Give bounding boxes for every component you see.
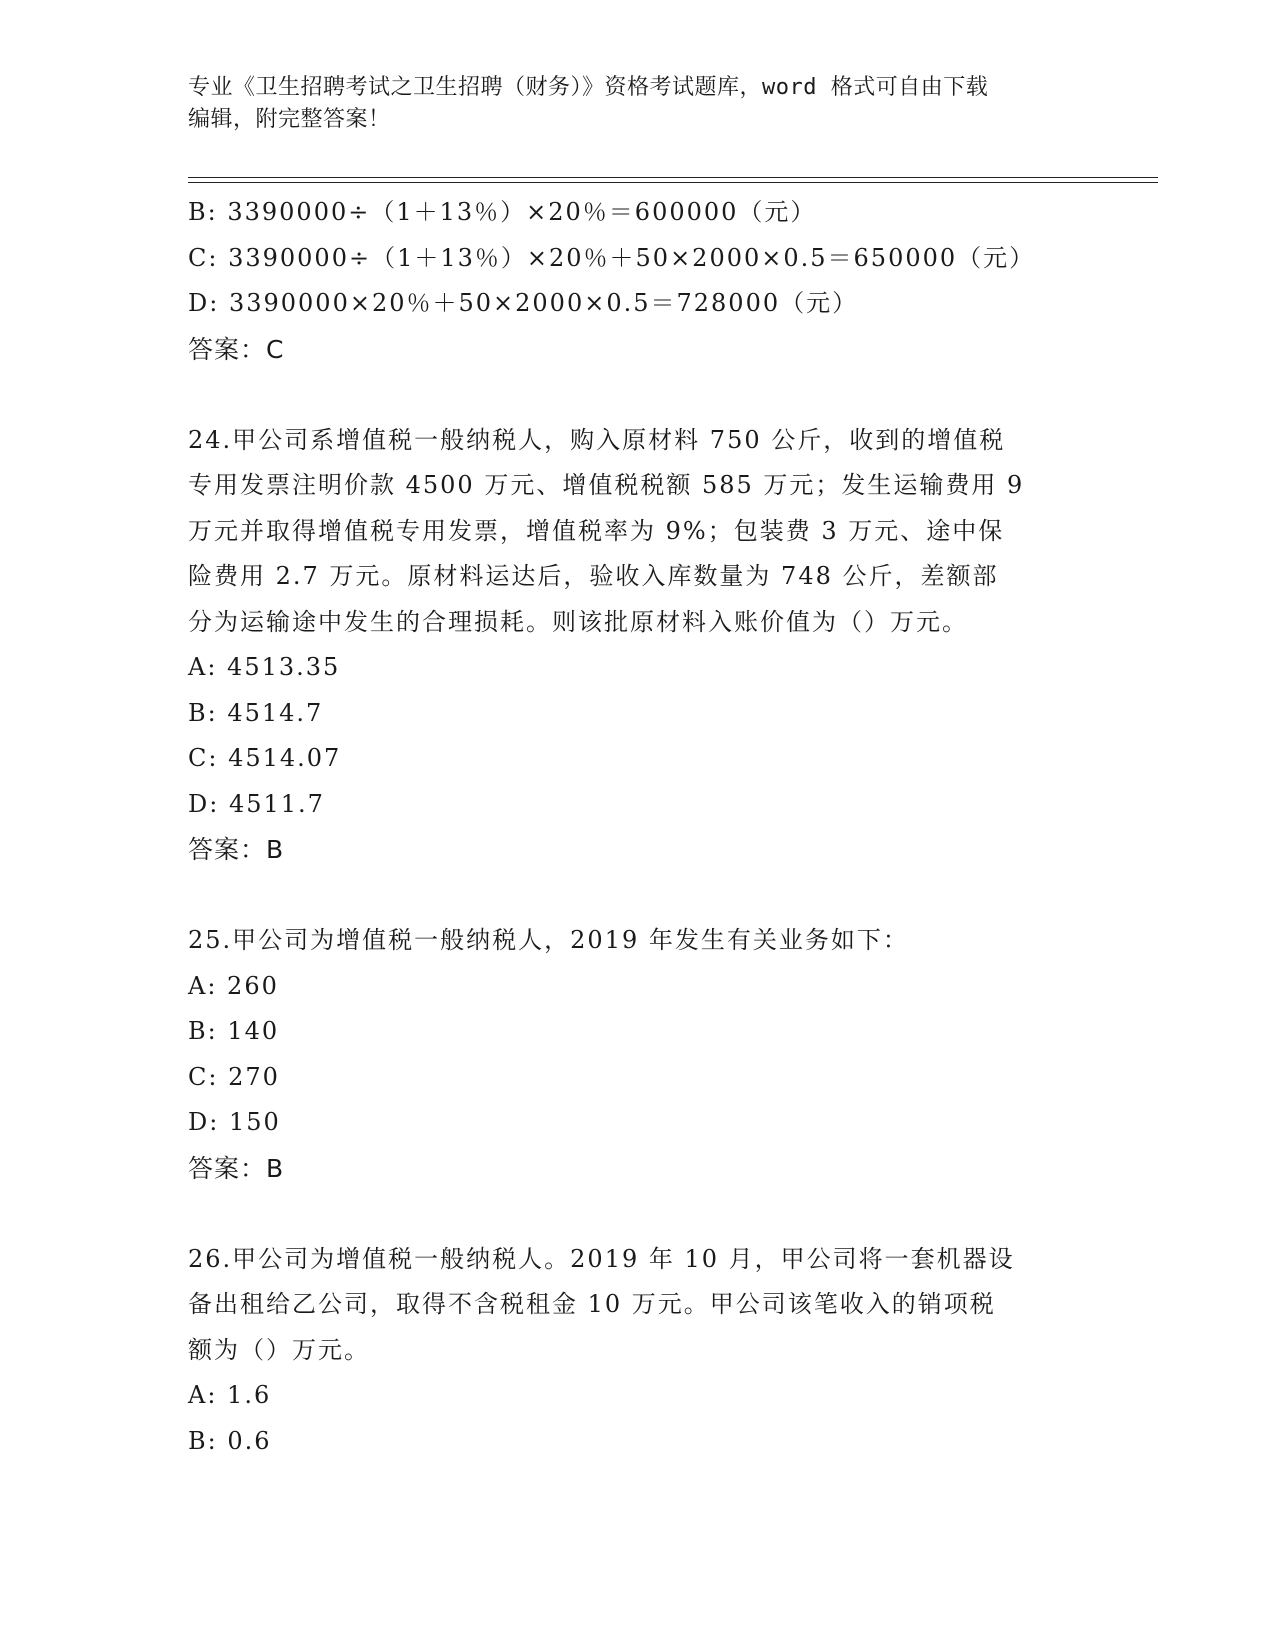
answer-label: 答案：B (188, 1153, 285, 1183)
question-text-line: 备出租给乙公司，取得不含税租金 10 万元。甲公司该笔收入的销项税 (188, 1290, 996, 1318)
question-text-line: 额为（）万元。 (188, 1335, 370, 1364)
option-c: C: 270 (188, 1062, 280, 1091)
spacer (188, 372, 1088, 418)
option-c: C: 4514.07 (188, 744, 342, 772)
option-d: D: 4511.7 (188, 789, 325, 818)
option-a: A: 260 (188, 971, 279, 1000)
question-text-line: 险费用 2.7 万元。原材料运达后，验收入库数量为 748 公斤，差额部 (188, 562, 999, 590)
answer-label: 答案：B (188, 835, 285, 864)
question-text-line: 专用发票注明价款 4500 万元、增值税税额 585 万元；发生运输费用 9 (188, 471, 1025, 499)
option-b: B: 4514.7 (188, 698, 324, 727)
option-d: D: 3390000×20％＋50×2000×0.5＝728000（元） (188, 289, 859, 317)
option-b: B: 0.6 (188, 1426, 272, 1455)
option-c: C: 3390000÷（1＋13％）×20％＋50×2000×0.5＝650000（元） (188, 243, 1036, 272)
question-24 (188, 418, 1088, 873)
spacer (188, 1191, 1088, 1237)
question-text-line: 分为运输途中发生的合理损耗。则该批原材料入账价值为（）万元。 (188, 607, 968, 636)
question-text-line: 24.甲公司系增值税一般纳税人，购入原材料 750 公斤，收到的增值税 (188, 425, 1006, 454)
option-d: D: 150 (188, 1108, 281, 1136)
header-line-2: 编辑，附完整答案！ (188, 107, 391, 132)
question-text-line: 万元并取得增值税专用发票，增值税率为 9%；包装费 3 万元、途中保 (188, 516, 1005, 545)
header-divider-top (188, 177, 1158, 178)
answer-label: 答案：C (188, 334, 285, 364)
page-header (188, 72, 1088, 136)
question-content (188, 190, 1088, 1464)
question-25 (188, 918, 1088, 1191)
option-b: B: 140 (188, 1017, 280, 1045)
question-text-line: 26.甲公司为增值税一般纳税人。2019 年 10 月，甲公司将一套机器设 (188, 1244, 1015, 1273)
header-divider-bottom (188, 182, 1158, 183)
question-26 (188, 1237, 1088, 1465)
question-text-line: 25.甲公司为增值税一般纳税人，2019 年发生有关业务如下： (188, 926, 909, 954)
spacer (188, 873, 1088, 919)
question-23-continued (188, 190, 1088, 372)
option-b: B: 3390000÷（1＋13％）×20％＝600000（元） (188, 198, 817, 226)
header-line-1: 专业《卫生招聘考试之卫生招聘（财务）》资格考试题库，word 格式可自由下载 (188, 75, 989, 100)
option-a: A: 1.6 (188, 1381, 272, 1409)
option-a: A: 4513.35 (188, 653, 341, 681)
